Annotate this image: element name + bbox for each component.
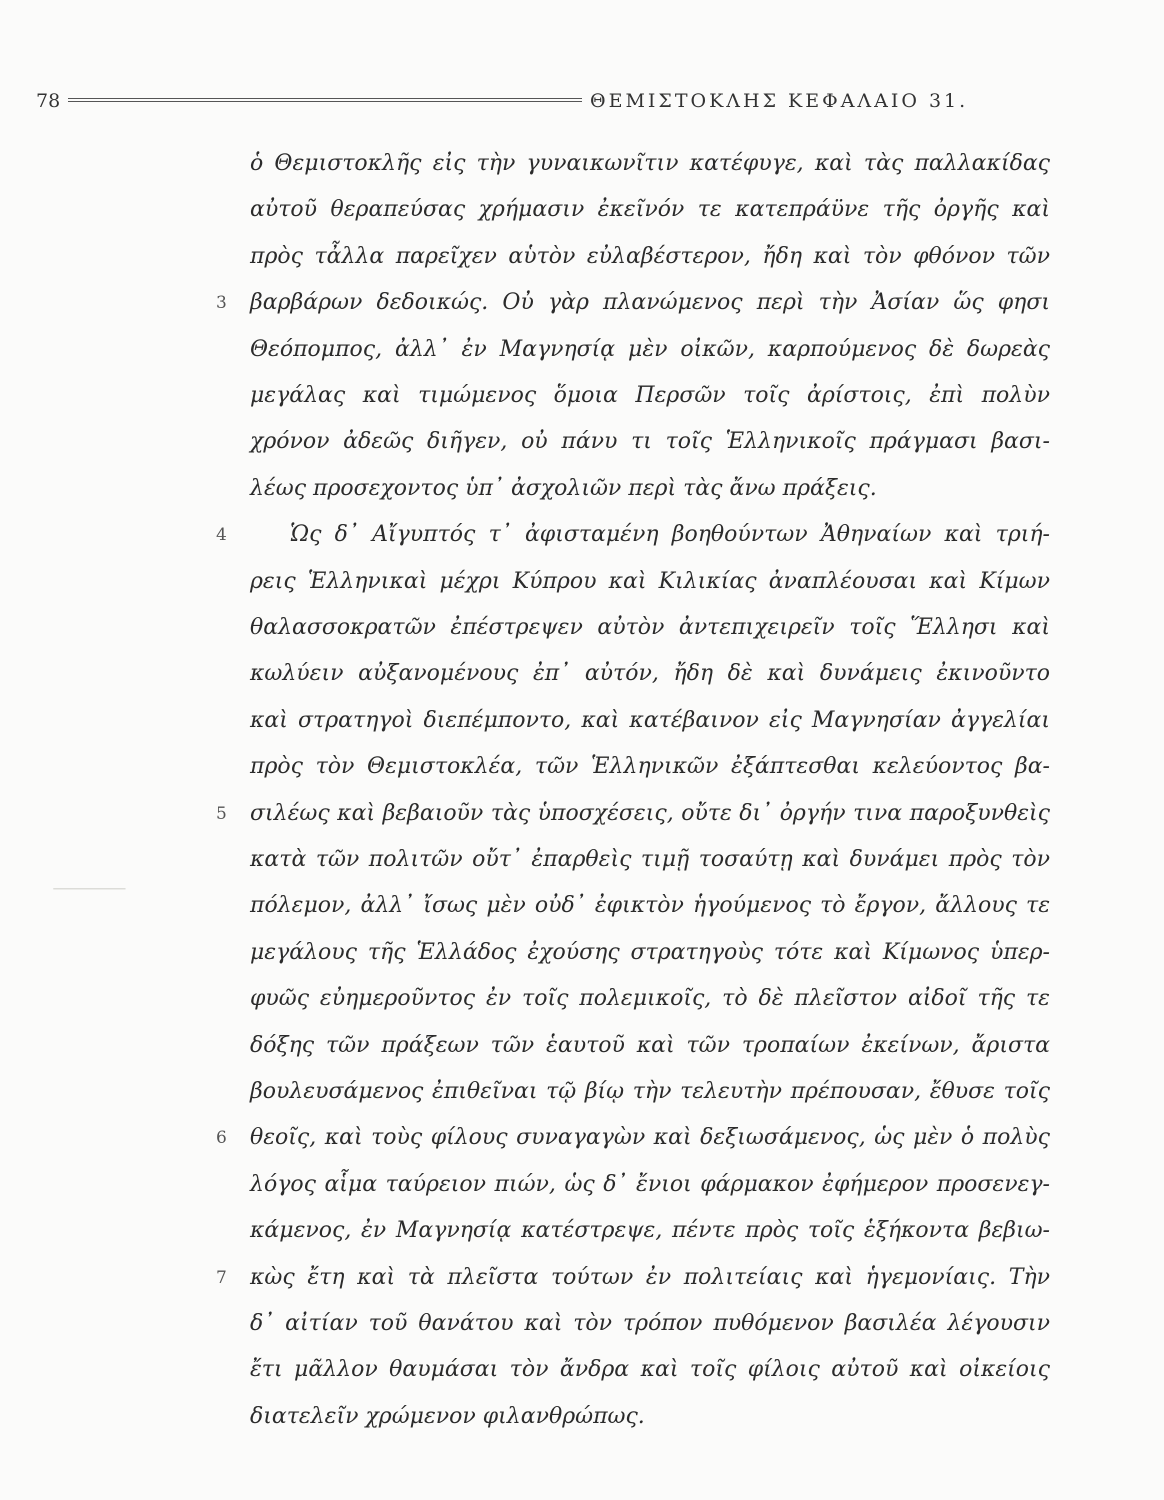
text-line: σιλέως καὶ βεβαιοῦν τὰς ὑποσχέσεις, οὔτε δι᾿ ὀργήν τινα παροξυνθεὶς <box>250 801 1050 826</box>
running-header <box>36 86 1136 116</box>
text-line: δ᾿ αἰτίαν τοῦ θανάτου καὶ τὸν τρόπον πυθόμενον βασιλέα λέγουσιν <box>250 1311 1050 1336</box>
header-rule <box>68 98 582 102</box>
running-title: ΘΕΜΙΣΤΟΚΛΗΣ ΚΕΦΑΛΑΙΟ 31. <box>590 90 969 112</box>
text-line: ρεις Ἑλληνικαὶ μέχρι Κύπρου καὶ Κιλικίας ἀναπλέουσαι καὶ Κίμων <box>250 569 1050 594</box>
text-line: βουλευσάμενος ἐπιθεῖναι τῷ βίῳ τὴν τελευτὴν πρέπουσαν, ἔθυσε τοῖς <box>250 1079 1050 1104</box>
text-line: κάμενος, ἐν Μαγνησίᾳ κατέστρεψε, πέντε πρὸς τοῖς ἑξήκοντα βεβιω- <box>250 1218 1050 1243</box>
text-line: κωλύειν αὐξανομένους ἐπ᾿ αὐτόν, ἤδη δὲ καὶ δυνάμεις ἐκινοῦντο <box>250 661 1050 686</box>
text-line: θαλασσοκρατῶν ἐπέστρεψεν αὐτὸν ἀντεπιχειρεῖν τοῖς Ἕλλησι καὶ <box>250 615 1050 640</box>
section-number: 4 <box>216 525 227 545</box>
text-line: χρόνον ἀδεῶς διῆγεν, οὐ πάνυ τι τοῖς Ἑλληνικοῖς πράγμασι βασι- <box>250 429 1050 454</box>
text-line: δόξης τῶν πράξεων τῶν ἑαυτοῦ καὶ τῶν τροπαίων ἐκείνων, ἄριστα <box>250 1033 1050 1058</box>
text-line: κὼς ἔτη καὶ τὰ πλεῖστα τούτων ἐν πολιτείαις καὶ ἡγεμονίαις. Τὴν <box>250 1265 1050 1290</box>
text-line: φυῶς εὐημεροῦντος ἐν τοῖς πολεμικοῖς, τὸ δὲ πλεῖστον αἰδοῖ τῆς τε <box>250 986 1050 1011</box>
text-line: αὐτοῦ θεραπεύσας χρήμασιν ἐκεῖνόν τε κατεπράϋνε τῆς ὀργῆς καὶ <box>250 197 1050 222</box>
text-line: θεοῖς, καὶ τοὺς φίλους συναγαγὼν καὶ δεξιωσάμενος, ὡς μὲν ὁ πολὺς <box>250 1125 1050 1150</box>
page-number: 78 <box>36 90 61 112</box>
text-line: διατελεῖν χρώμενον φιλανθρώπως. <box>250 1404 645 1429</box>
text-line: πόλεμον, ἀλλ᾿ ἴσως μὲν οὐδ᾿ ἐφικτὸν ἡγούμενος τὸ ἔργον, ἄλλους τε <box>250 893 1050 918</box>
section-number: 6 <box>216 1128 227 1148</box>
text-line: ἔτι μᾶλλον θαυμάσαι τὸν ἄνδρα καὶ τοῖς φίλοις αὐτοῦ καὶ οἰκείοις <box>250 1357 1050 1382</box>
text-line: Θεόπομπος, ἀλλ᾿ ἐν Μαγνησίᾳ μὲν οἰκῶν, καρπούμενος δὲ δωρεὰς <box>250 337 1050 362</box>
text-line: πρὸς τὸν Θεμιστοκλέα, τῶν Ἑλληνικῶν ἐξάπτεσθαι κελεύοντος βα- <box>250 754 1050 779</box>
text-line: μεγάλας καὶ τιμώμενος ὅμοια Περσῶν τοῖς ἀρίστοις, ἐπὶ πολὺν <box>250 383 1050 408</box>
section-number: 5 <box>216 804 227 824</box>
section-number: 7 <box>216 1268 227 1288</box>
text-line: πρὸς τἆλλα παρεῖχεν αὑτὸν εὐλαβέστερον, ἤδη καὶ τὸν φθόνον τῶν <box>250 244 1050 269</box>
text-line: μεγάλους τῆς Ἑλλάδος ἐχούσης στρατηγοὺς τότε καὶ Κίμωνος ὑπερ- <box>250 940 1050 965</box>
bleed-through-mark: ⸻ <box>52 870 127 905</box>
text-line: καὶ στρατηγοὶ διεπέμποντο, καὶ κατέβαινον εἰς Μαγνησίαν ἀγγελίαι <box>250 708 1050 733</box>
text-line: βαρβάρων δεδοικώς. Οὐ γὰρ πλανώμενος περὶ τὴν Ἀσίαν ὥς φησι <box>250 290 1050 315</box>
section-number: 3 <box>216 293 227 313</box>
text-line: Ὡς δ᾿ Αἴγυπτός τ᾿ ἀφισταμένη βοηθούντων Ἀθηναίων καὶ τριή- <box>290 522 1050 547</box>
text-line: λόγος αἷμα ταύρειον πιών, ὡς δ᾿ ἔνιοι φάρμακον ἐφήμερον προσενεγ- <box>250 1172 1050 1197</box>
text-line: λέως προσεχοντος ὑπ᾿ ἀσχολιῶν περὶ τὰς ἄνω πράξεις. <box>250 476 877 501</box>
text-line: ὁ Θεμιστοκλῆς εἰς τὴν γυναικωνῖτιν κατέφυγε, καὶ τὰς παλλακίδας <box>250 151 1050 176</box>
text-line: κατὰ τῶν πολιτῶν οὔτ᾿ ἐπαρθεὶς τιμῇ τοσαύτῃ καὶ δυνάμει πρὸς τὸν <box>250 847 1050 872</box>
